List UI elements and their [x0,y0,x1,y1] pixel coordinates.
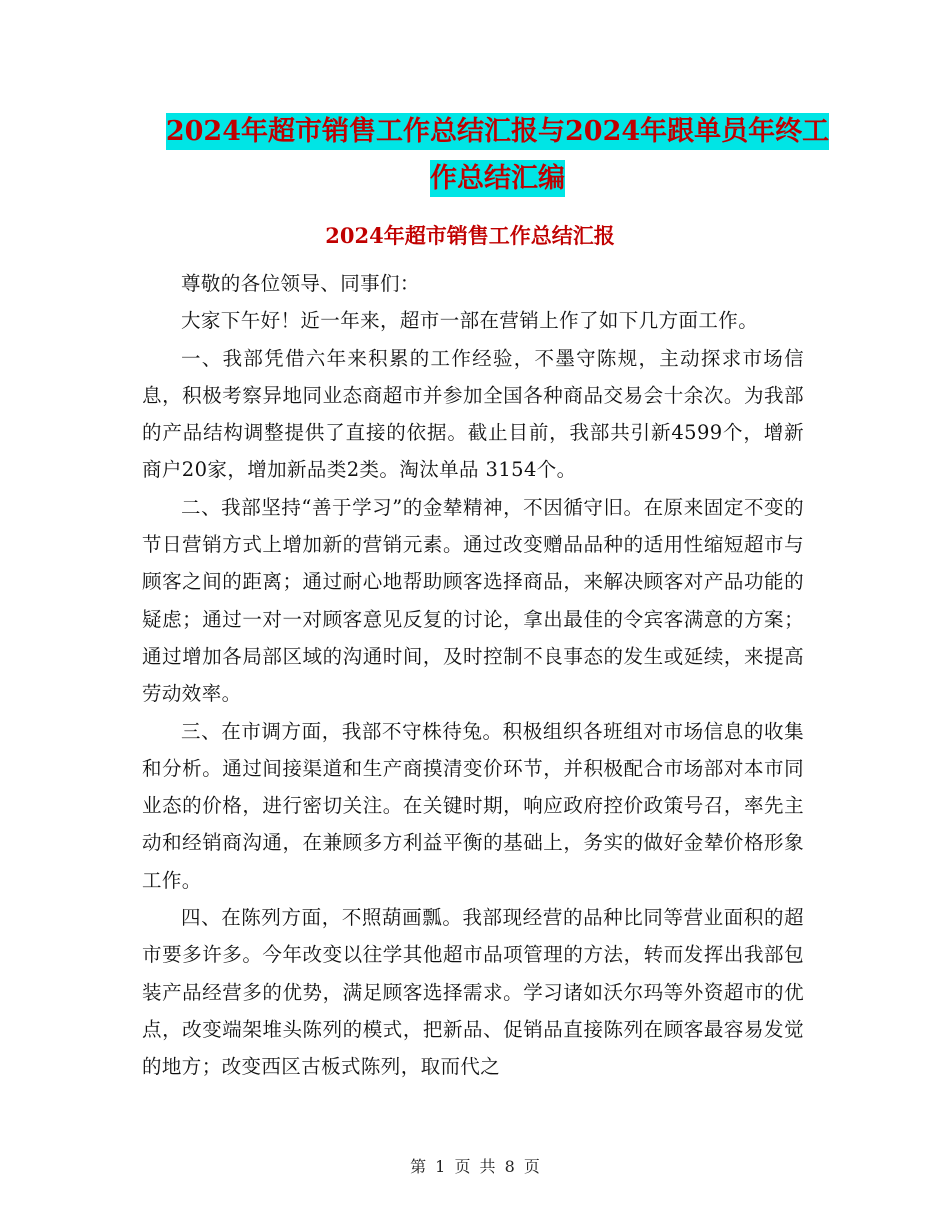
paragraph-item-1: 一、我部凭借六年来积累的工作经验，不墨守陈规，主动探求市场信息，积极考察异地同业态商超市并参加全国各种商品交易会十余次。为我部的产品结构调整提供了直接的依据。截止目前，我部共引新4599个，增新商户20家，增加新品类2类。淘汰单品 3154个。 [142,346,804,482]
document-title [140,108,855,202]
document-body [142,265,804,1086]
title-line-1: 2024年超市销售工作总结汇报与2024年跟单员年终工 [166,113,829,150]
section-title: 2024年超市销售工作总结汇报 [325,223,615,248]
page-footer: 第 1 页 共 8 页 [410,1157,540,1176]
paragraph-item-2: 二、我部坚持“善于学习”的金辇精神，不因循守旧。在原来固定不变的节日营销方式上增加新的营销元素。通过改变赠品品种的适用性缩短超市与顾客之间的距离；通过耐心地帮助顾客选择商品，来解决顾客对产品功能的疑虑；通过一对一对顾客意见反复的讨论，拿出最佳的令宾客满意的方案；通过增加各局部区域的沟通时间，及时控制不良事态的发生或延续，来提高劳动效率。 [142,495,804,706]
paragraph-item-4: 四、在陈列方面，不照葫画瓢。我部现经营的品种比同等营业面积的超市要多许多。今年改变以往学其他超市品项管理的方法，转而发挥出我部包装产品经营多的优势，满足顾客选择需求。学习诸如沃尔玛等外资超市的优点，改变端架堆头陈列的模式，把新品、促销品直接陈列在顾客最容易发觉的地方；改变西区古板式陈列，取而代之 [142,906,804,1079]
paragraph-greeting: 大家下午好！近一年来，超市一部在营销上作了如下几方面工作。 [181,309,759,333]
paragraph-item-3: 三、在市调方面，我部不守株待兔。积极组织各班组对市场信息的收集和分析。通过间接渠道和生产商摸清变价环节，并积极配合市场部对本市同业态的价格，进行密切关注。在关键时期，响应政府控价政策号召，率先主动和经销商沟通，在兼顾多方利益平衡的基础上，务实的做好金辇价格形象工作。 [142,719,804,892]
paragraph-salutation: 尊敬的各位领导、同事们： [181,272,420,295]
title-line-2: 作总结汇编 [430,160,565,197]
